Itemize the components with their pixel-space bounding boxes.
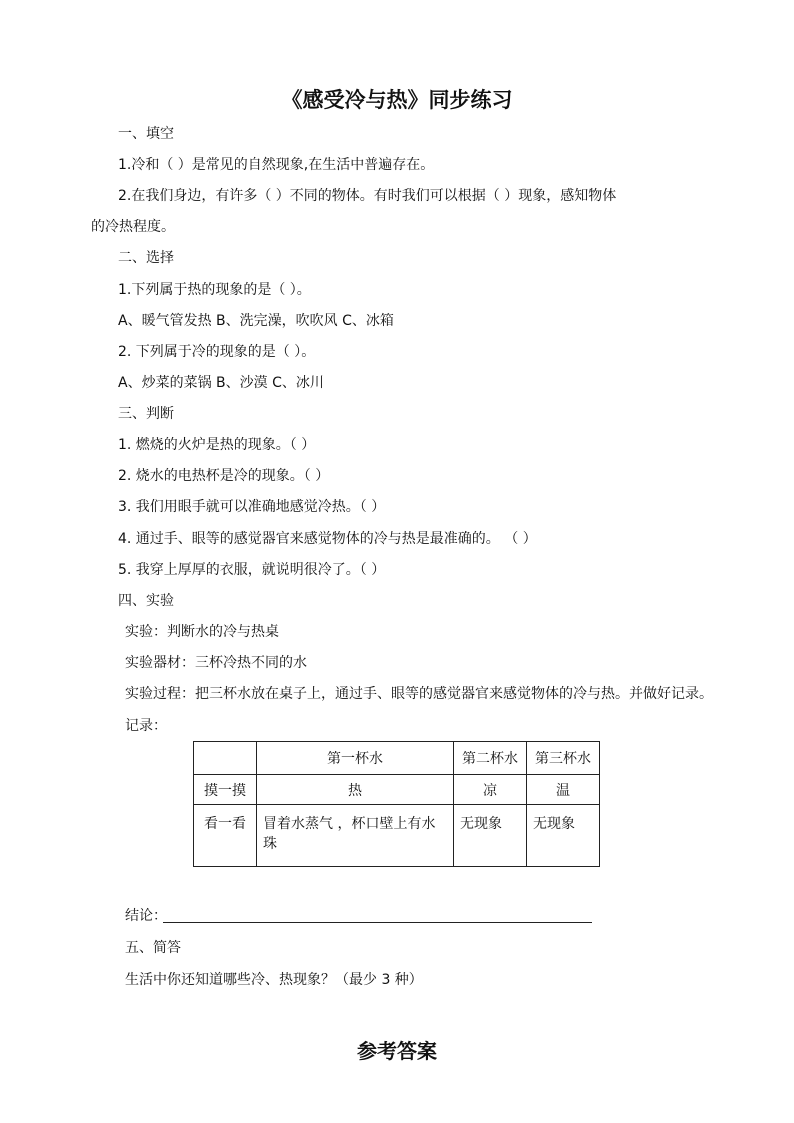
conclusion-blank-line (163, 922, 592, 923)
judge-question-5: 5. 我穿上厚厚的衣服，就说明很冷了。（ ） (118, 562, 386, 578)
judge-question-3: 3. 我们用眼手就可以准确地感觉冷热。（ ） (118, 499, 386, 515)
table-header-row (194, 742, 600, 775)
table-cell: 无现象 (454, 805, 527, 867)
judge-question-4: 4. 通过手、眼等的感觉器官来感觉物体的冷与热是最准确的。 （ ） (118, 531, 537, 547)
table-cell: 凉 (454, 775, 527, 805)
experiment-materials: 实验器材：三杯冷热不同的水 (125, 655, 307, 671)
table-cell: 热 (257, 775, 454, 805)
section-fill-heading: 一、填空 (118, 126, 174, 142)
record-label: 记录： (125, 718, 167, 734)
table-row-touch (194, 775, 600, 805)
judge-question-1: 1. 燃烧的火炉是热的现象。（ ） (118, 437, 316, 453)
section-judge-heading: 三、判断 (118, 406, 174, 422)
section-short-answer-heading: 五、简答 (125, 940, 181, 956)
short-answer-question-1: 生活中你还知道哪些冷、热现象？（最少 3 种） (125, 972, 423, 988)
table-header-cup-1: 第一杯水 (257, 742, 454, 775)
page-title: 《感受冷与热》同步练习 (281, 87, 513, 112)
record-table (193, 741, 600, 867)
section-experiment-heading: 四、实验 (118, 593, 174, 609)
choice-question-2-options: A、炒菜的菜锅 B、沙漠 C、冰川 (118, 375, 324, 391)
table-row-label: 摸一摸 (194, 775, 257, 805)
table-cell: 温 (527, 775, 600, 805)
conclusion-label: 结论： (125, 908, 167, 924)
table-cell: 冒着水蒸气 ，杯口壁上有水珠 (257, 805, 454, 867)
table-header-cup-2: 第二杯水 (454, 742, 527, 775)
choice-question-2: 2. 下列属于冷的现象的是（ ）。 (118, 344, 316, 360)
table-row-label: 看一看 (194, 805, 257, 867)
choice-question-1-options: A、暖气管发热 B、洗完澡，吹吹风 C、冰箱 (118, 313, 394, 329)
table-row-look (194, 805, 600, 867)
table-header-cup-3: 第三杯水 (527, 742, 600, 775)
table-cell: 无现象 (527, 805, 600, 867)
experiment-name: 实验：判断水的冷与热桌 (125, 624, 279, 640)
table-header-cell-empty (194, 742, 257, 775)
judge-question-2: 2. 烧水的电热杯是冷的现象。（ ） (118, 468, 330, 484)
section-choice-heading: 二、选择 (118, 250, 174, 266)
fill-question-1: 1.冷和（ ）是常见的自然现象,在生活中普遍存在。 (118, 157, 435, 173)
fill-question-2-line-1: 2.在我们身边，有许多（ ）不同的物体。有时我们可以根据（ ）现象，感知物体 (118, 188, 617, 204)
choice-question-1: 1.下列属于热的现象的是（ ）。 (118, 282, 311, 298)
fill-question-2-line-2: 的冷热程度。 (91, 219, 175, 235)
answer-title: 参考答案 (357, 1039, 437, 1063)
experiment-process: 实验过程：把三杯水放在桌子上，通过手、眼等的感觉器官来感觉物体的冷与热。并做好记录。 (125, 686, 713, 702)
